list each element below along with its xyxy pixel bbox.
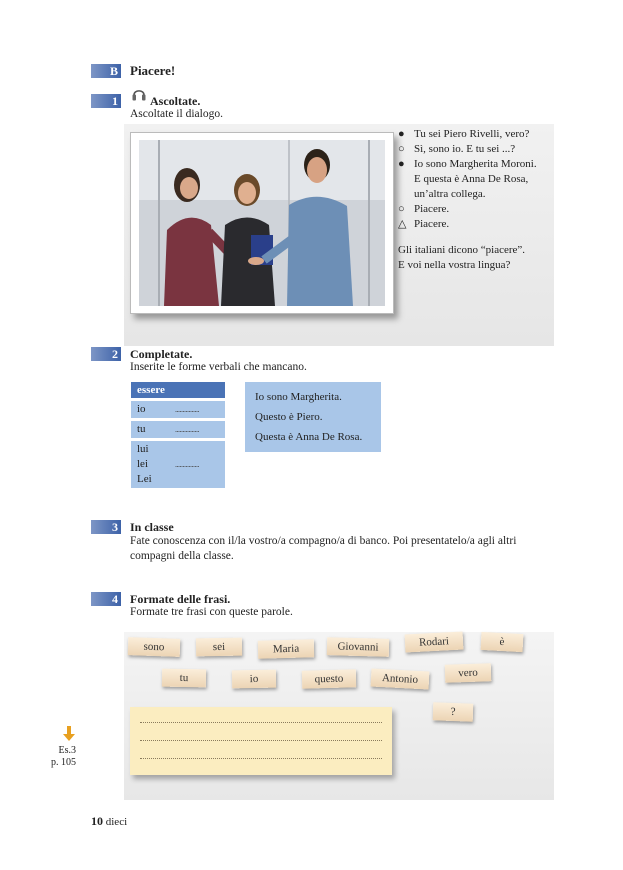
word-card[interactable]: questo xyxy=(302,669,356,688)
writing-area[interactable] xyxy=(130,707,392,775)
writing-line xyxy=(140,722,382,723)
exercise-4-number: 4 xyxy=(91,592,121,606)
word-card[interactable]: io xyxy=(232,670,276,689)
exercise-4-instruction: Formate tre frasi con queste parole. xyxy=(130,606,293,618)
workbook-reference[interactable]: Es.3 p. 105 xyxy=(51,745,76,768)
photo-frame xyxy=(130,132,394,314)
exercise-3-number: 3 xyxy=(91,520,121,534)
dialogue-line: ○ Sì, sono io. E tu sei ...? xyxy=(398,143,516,155)
word-card[interactable]: Maria xyxy=(258,639,314,658)
example-sentences-box: Io sono Margherita. Questo è Piero. Questa è Anna De Rosa. xyxy=(245,382,381,452)
table-row: io ................ xyxy=(131,401,225,418)
answer-blank[interactable]: ................ xyxy=(175,405,199,414)
dialogue-line: ● Tu sei Piero Rivelli, vero? xyxy=(398,128,530,140)
exercise-3-text-line2: compagni della classe. xyxy=(130,550,234,562)
exercise-1-number: 1 xyxy=(91,94,121,108)
section-letter-badge: B xyxy=(91,64,121,78)
table-row: tu ................ xyxy=(131,421,225,438)
dialogue-line: ● Io sono Margherita Moroni. xyxy=(398,158,537,170)
exercise-1-instruction: Ascoltate il dialogo. xyxy=(130,108,223,120)
dialogue xyxy=(398,127,537,232)
page-word: dieci xyxy=(105,816,128,828)
exercise-4-title: Formate delle frasi. xyxy=(130,592,231,606)
table-header: essere xyxy=(131,382,225,398)
dialogue-line: un’altra collega. xyxy=(414,188,486,200)
exercise-3-text-line1: Fate conoscenza con il/la vostro/a compagno/a di banco. Poi presentatelo/a agli altri xyxy=(130,535,517,547)
writing-line xyxy=(140,758,382,759)
exercise-2-number: 2 xyxy=(91,347,121,361)
word-card[interactable]: tu xyxy=(162,669,206,688)
dialogue-photo xyxy=(139,140,385,306)
writing-line xyxy=(140,740,382,741)
exercise-3-title: In classe xyxy=(130,520,174,534)
word-card[interactable]: vero xyxy=(445,663,492,683)
word-card[interactable]: Rodari xyxy=(405,631,464,652)
answer-blank[interactable]: ................ xyxy=(175,425,199,434)
word-card[interactable]: è xyxy=(481,632,524,652)
section-title: Piacere! xyxy=(130,63,176,78)
answer-blank[interactable]: ................ xyxy=(175,460,199,469)
dialogue-line: ○ Piacere. xyxy=(398,203,450,215)
table-row: lui lei Lei ................ xyxy=(131,441,225,488)
dialogue-line: E questa è Anna De Rosa, xyxy=(414,173,529,185)
page-footer xyxy=(91,814,127,829)
dialogue-line: △ Piacere. xyxy=(398,218,450,230)
exercise-1-title: Ascoltate. xyxy=(150,94,201,108)
word-card[interactable]: sono xyxy=(128,637,181,657)
exercise-2-title: Completate. xyxy=(130,347,193,361)
culture-note: Gli italiani dicono “piacere”. E voi nella vostra lingua? xyxy=(398,244,526,271)
word-card[interactable]: sei xyxy=(196,638,242,657)
word-card[interactable]: Antonio xyxy=(371,668,430,689)
conjugation-table xyxy=(131,382,225,488)
headphones-icon xyxy=(131,86,147,109)
arrow-down-icon xyxy=(63,726,75,747)
page-number: 10 xyxy=(91,814,103,828)
word-card[interactable]: Giovanni xyxy=(327,637,389,657)
exercise-2-instruction: Inserite le forme verbali che mancano. xyxy=(130,361,307,373)
word-card[interactable]: ? xyxy=(433,702,474,721)
